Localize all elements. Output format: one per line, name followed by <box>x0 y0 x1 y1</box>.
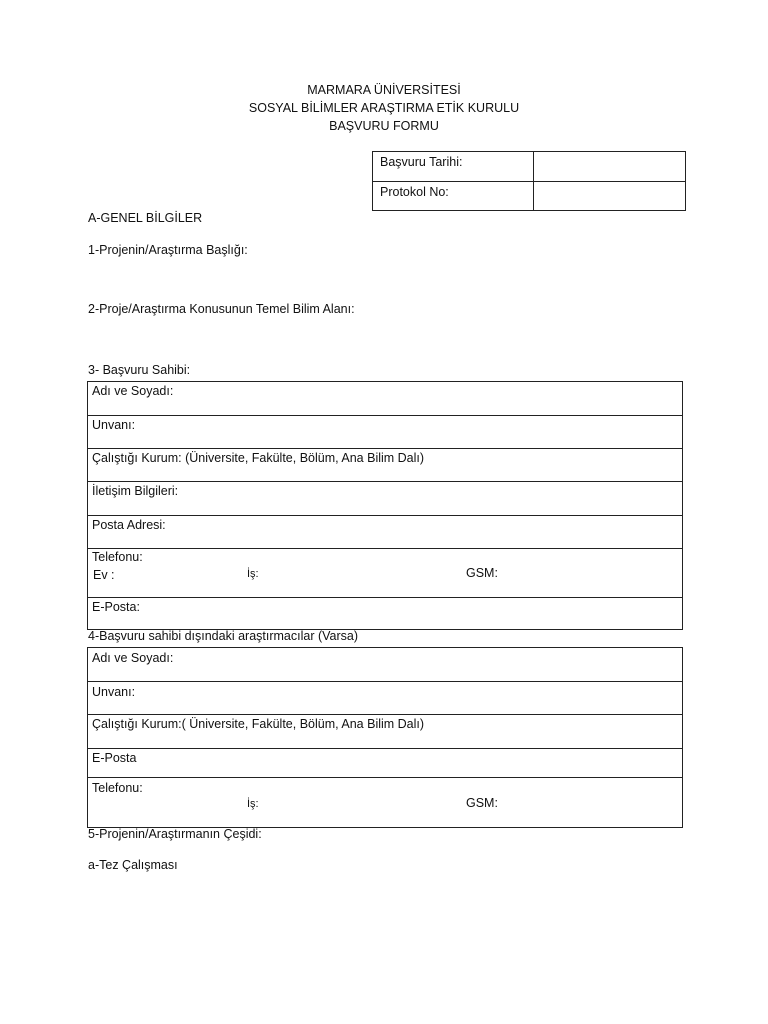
applicant-institution-row[interactable] <box>88 449 682 482</box>
date-label-cell <box>373 152 534 182</box>
applicant-contact-row[interactable] <box>88 482 682 516</box>
protocol-value-cell[interactable] <box>534 182 686 211</box>
option-a-thesis: a-Tez Çalışması <box>88 858 178 872</box>
applicant-title-row[interactable] <box>88 416 682 449</box>
applicant-institution-label: Çalıştığı Kurum: (Üniversite, Fakülte, Bölüm, Ana Bilim Dalı) <box>92 451 425 465</box>
protocol-label: Protokol No: <box>380 185 449 199</box>
question-5-project-type: 5-Projenin/Araştırmanın Çeşidi: <box>88 827 262 841</box>
researcher-email-label: E-Posta <box>92 751 137 765</box>
applicant-table <box>87 381 683 630</box>
applicant-title-label: Unvanı: <box>92 418 136 432</box>
researcher-institution-label: Çalıştığı Kurum:( Üniversite, Fakülte, Bölüm, Ana Bilim Dalı) <box>92 717 425 731</box>
researcher-phone-row[interactable] <box>88 778 682 829</box>
applicant-phone-row[interactable] <box>88 549 682 598</box>
researcher-gsm-label: GSM: <box>466 796 498 810</box>
header-university: MARMARA ÜNİVERSİTESİ <box>307 83 461 97</box>
date-value-cell[interactable] <box>534 152 686 182</box>
researchers-table <box>87 647 683 828</box>
applicant-name-label: Adı ve Soyadı: <box>92 384 174 398</box>
researcher-title-row[interactable] <box>88 682 682 715</box>
question-2-field: 2-Proje/Araştırma Konusunun Temel Bilim Alanı: <box>88 302 355 316</box>
applicant-email-row[interactable] <box>88 598 682 631</box>
header-form-title: BAŞVURU FORMU <box>329 119 439 133</box>
researcher-work-phone-label: İş: <box>247 798 259 810</box>
researcher-name-label: Adı ve Soyadı: <box>92 651 174 665</box>
question-3-applicant: 3- Başvuru Sahibi: <box>88 363 191 377</box>
applicant-gsm-label: GSM: <box>466 566 498 580</box>
applicant-contact-label: İletişim Bilgileri: <box>92 484 179 498</box>
date-label: Başvuru Tarihi: <box>380 155 463 169</box>
office-use-box <box>372 151 686 211</box>
question-1-project-title: 1-Projenin/Araştırma Başlığı: <box>88 243 248 257</box>
researcher-email-row[interactable] <box>88 749 682 778</box>
researcher-title-label: Unvanı: <box>92 685 136 699</box>
question-4-other-researchers: 4-Başvuru sahibi dışındaki araştırmacılar (Varsa) <box>88 629 359 643</box>
applicant-work-phone-label: İş: <box>247 568 259 580</box>
researcher-name-row[interactable] <box>88 648 682 682</box>
protocol-label-cell <box>373 182 534 211</box>
applicant-email-label: E-Posta: <box>92 600 140 614</box>
applicant-name-row[interactable] <box>88 382 682 416</box>
applicant-phone-label: Telefonu: <box>92 550 143 564</box>
applicant-address-row[interactable] <box>88 516 682 549</box>
applicant-home-phone-label: Ev : <box>93 568 115 582</box>
header-committee: SOSYAL BİLİMLER ARAŞTIRMA ETİK KURULU <box>248 101 520 115</box>
section-a-title: A-GENEL BİLGİLER <box>88 211 203 225</box>
researcher-institution-row[interactable] <box>88 715 682 749</box>
applicant-address-label: Posta Adresi: <box>92 518 166 532</box>
researcher-phone-label: Telefonu: <box>92 781 143 795</box>
